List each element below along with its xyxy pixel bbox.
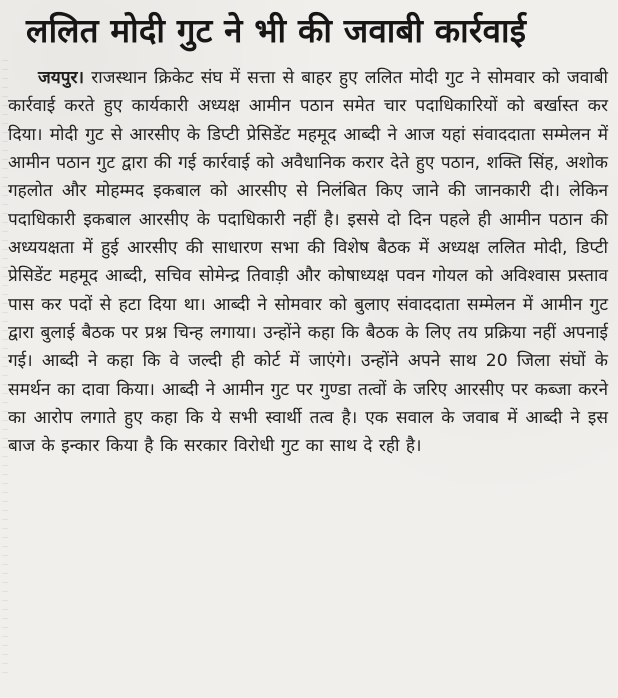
- article-dateline: जयपुर।: [38, 68, 85, 88]
- article-body-text: राजस्थान क्रिकेट संघ में सत्ता से बाहर हुए ललित मोदी गुट ने सोमवार को जवाबी कार्रवाई करते हुए कार्यकारी अध्यक्ष आमीन पठान समेत चार पदाधिकारियों को बर्खास्त कर दिया। मोदी गुट से आरसीए के डिप्टी प्रेसिडेंट महमूद आब्दी ने आज यहां संवाददाता सम्मेलन में आमीन पठान गुट द्वारा की गई कार्रवाई को अवैधानिक करार देते हुए पठान, शक्ति सिंह, अशोक गहलोत और मोहम्मद इकबाल को आरसीए से निलंबित किए जाने की जानकारी दी। लेकिन पदाधिकारी इकबाल आरसीए के पदाधिकारी नहीं है। इससे दो दिन पहले ही आमीन पठान की अध्ययक्षता में हुई आरसीए की साधारण सभा की विशेष बैठक में अध्यक्ष ललित मोदी, डिप्टी प्रेसिडेंट महमूद आब्दी, सचिव सोमेन्द्र तिवाड़ी और कोषाध्यक्ष पवन गोयल को अविश्वास प्रस्ताव पास कर पदों से हटा दिया था। आब्दी ने सोमवार को बुलाए संवाददाता सम्मेलन में आमीन गुट द्वारा बुलाई बैठक पर प्रश्न चिन्ह लगाया। उन्होंने कहा कि बैठक के लिए तय प्रक्रिया नहीं अपनाई गई। आब्दी ने कहा कि वे जल्दी ही कोर्ट में जाएंगे। उन्होंने अपने साथ 20 जिला संघों के समर्थन का दावा किया। आब्दी ने आमीन गुट पर गुण्डा तत्वों के जरिए आरसीए पर कब्जा करने का आरोप लगाते हुए कहा कि ये सभी स्वार्थी तत्व है। एक सवाल के जवाब में आब्दी ने इस बाज के इन्कार किया है कि सरकार विरोधी गुट का साथ दे रही है।: [8, 68, 608, 457]
- scan-artifact: [2, 60, 8, 680]
- article-headline: ललित मोदी गुट ने भी की जवाबी कार्रवाई: [26, 11, 527, 50]
- article-body: [8, 64, 608, 461]
